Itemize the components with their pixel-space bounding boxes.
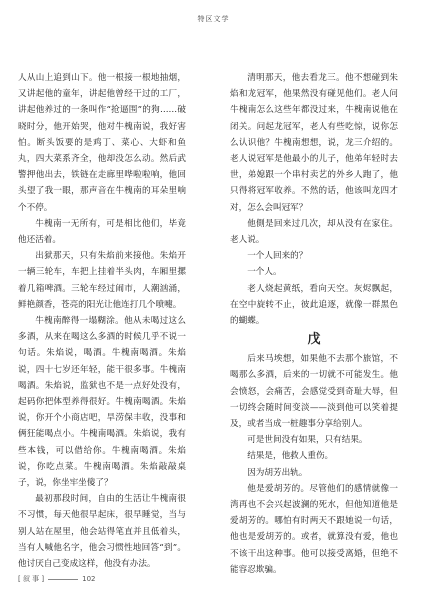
paragraph: 结果是，他救人重伤。 [247, 451, 334, 462]
footer-rule [48, 579, 78, 580]
right-column [230, 70, 398, 578]
paragraph: 可是世间没有如果，只有结果。 [247, 435, 368, 446]
paragraph: 最初那段时间，自由的生活让牛槐南很不习惯，每天他很早起床，很早睡觉，当与别人站在屋里，他会站得笔直并且低着头，当有人喊他名字，他会习惯性地回答“到”。他讨厌自己变成这样，他没有办法。 [18, 494, 186, 570]
section-title: 戊 [307, 332, 321, 348]
paragraph: 出狱那天，只有朱焰前来接他。朱焰开一辆三轮车，车把上挂着半头肉，车厢里摞着几箱啤酒。三轮车经过闹市，人潮汹涌，鲜艳颜香，苍亮的阳光让他连打几个喷嚏。 [18, 251, 186, 310]
paragraph: 一个人。 [247, 267, 282, 278]
paragraph: 牛槐南醉得一塌糊涂。他从未喝过这么多酒，从来在喝这么多酒的时候几乎不说一句话。朱焰说，喝酒。牛槐南喝酒。朱焰说，四十七岁还年轻，能干很多事。牛槐南喝酒。朱焰说，监狱也不是一点好处没有，起码你把体型养得很好。牛槐南喝酒。朱焰说，你开个小商店吧，旱涝保丰收，没事和俩狂能喝点小。牛槐南喝酒。朱焰说，我有些本钱，可以借给你。牛槐南喝酒。朱焰说，你吃点菜。牛槐南喝酒。朱焰敲敲桌子，说，你坐牢坐傻了？ [18, 316, 186, 489]
left-column [18, 70, 186, 572]
paragraph: 后来马埃想，如果他不去那个旅馆，不喝那么多酒，后来的一切就不可能发生。他会愤怒，会痛苦，会感觉受到奇耻大辱，但一切终会随时间变淡——淡到他可以笑着提及，或者当成一桩趣事分享给别人。 [230, 354, 398, 430]
paragraph: 人从山上追到山下。他一根接一根地抽烟，又讲起他的童年，讲起他曾经干过的工厂，讲起他养过的一条叫作“抢逼围”的狗……破晓时分，他开始哭，他对牛槐南说，我好害怕。断头饭要的是鸡丁、菜心、大虾和鱼丸，四大菜系齐全，他却没怎么动。然后武警押他出去，铁链在走廊里哗啦啦响，他回头望了我一眼，那声音在牛槐南的耳朵里响个不停。 [18, 73, 186, 213]
paragraph: 牛槐南一无所有，可是相比他们，毕竟他还活着。 [18, 218, 186, 246]
running-header: 特区文学 [197, 15, 230, 23]
paragraph: 因为胡芳出轨。 [247, 467, 308, 478]
paragraph: 他側是回来过几次，却从没有在家住。老人说。 [230, 218, 398, 246]
paragraph: 他是爱胡芳的。尽管他们的感情就像一湾再也不会兴起波澜的死水，但他知道他是爱胡芳的。哪怕有时两天不跟她说一句话，他也是爱胡芳的。或者，就算没有爱，他也不该干出这种事。他可以接受离婚，但绝不能容忍欺骗。 [230, 483, 398, 575]
paragraph: 清明那天，他去看龙三。他不想碰到朱焰和龙冠军，他果然没有碰见他们。老人问牛槐南怎么这些年都没过来，牛槐南说他在闭关。问起龙冠军，老人有些吃惊，说你怎么认识他？牛槐南想想，说，龙三介绍的。老人说冠军是他最小的儿子，他弟年轻时去世，弟媳跟一个串村卖艺的外乡人跑了，他只得将冠军收养。不然的话，他该叫龙四才对，怎么会叫冠军？ [230, 73, 398, 213]
paragraph: 老人烧起黄纸，看向天空。灰烬飘起，在空中旋转不止，彼此追逐，就像一群黑色的蝴蝶。 [230, 283, 398, 327]
footer-label: [ 叙 事 ] [18, 575, 45, 583]
paragraph: 一个人回来的？ [247, 251, 308, 262]
page-number: 102 [82, 575, 96, 583]
page-footer [18, 574, 96, 584]
